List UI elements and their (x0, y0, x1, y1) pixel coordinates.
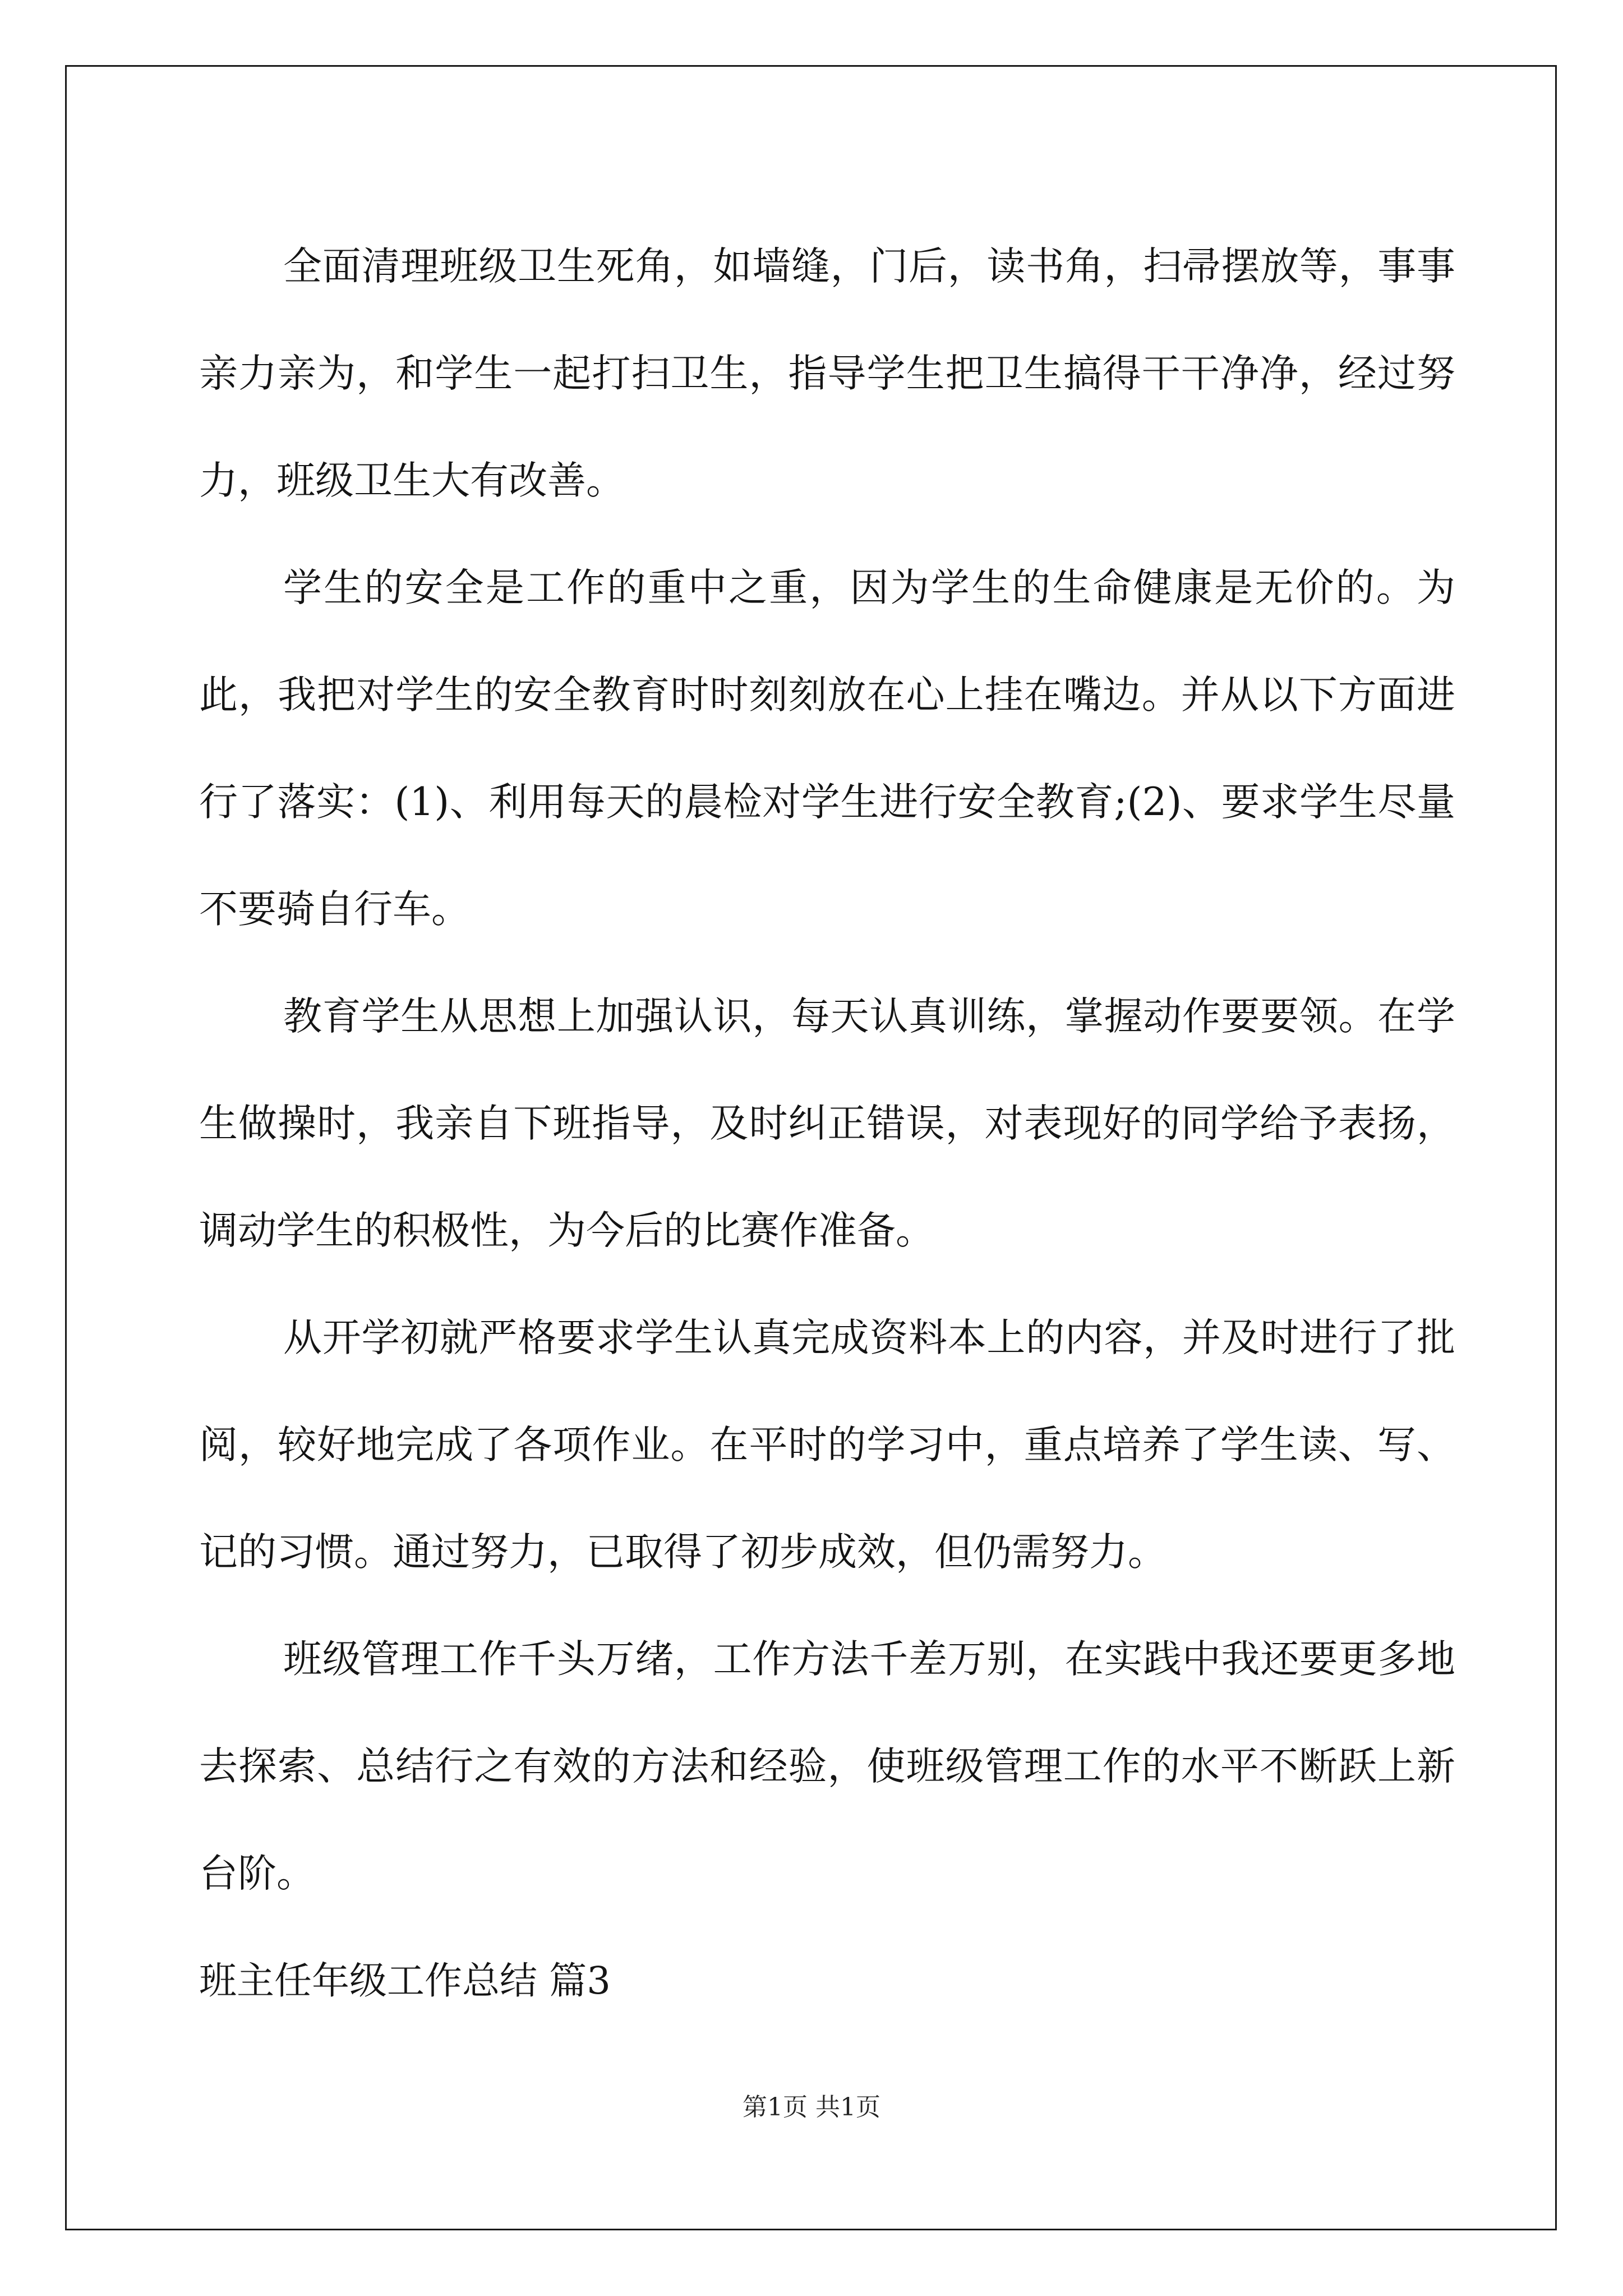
paragraph-study-habits: 从开学初就严格要求学生认真完成资料本上的内容，并及时进行了批阅，较好地完成了各项作业。在平时的学习中，重点培养了学生读、写、记的习惯。通过努力，已取得了初步成效，但仍需努力。 (199, 1315, 1455, 1575)
document-body (199, 213, 1455, 2035)
paragraph-management: 班级管理工作千头万绪，工作方法千差万别，在实践中我还要更多地去探索、总结行之有效的方法和经验，使班级管理工作的水平不断跃上新台阶。 (199, 1637, 1455, 1896)
page-number-footer: 第1页 共1页 (743, 2093, 880, 2122)
section-heading: 班主任年级工作总结 篇3 (199, 1959, 611, 2003)
paragraph-cleaning: 全面清理班级卫生死角，如墙缝，门后，读书角，扫帚摆放等，事事亲力亲为，和学生一起打扫卫生，指导学生把卫生搞得干干净净，经过努力，班级卫生大有改善。 (199, 244, 1455, 503)
paragraph-safety: 学生的安全是工作的重中之重，因为学生的生命健康是无价的。为此，我把对学生的安全教育时时刻刻放在心上挂在嘴边。并从以下方面进行了落实：(1)、利用每天的晨检对学生进行安全教育;(2)、要求学生尽量不要骑自行车。 (199, 565, 1455, 932)
paragraph-exercise: 教育学生从思想上加强认识，每天认真训练，掌握动作要要领。在学生做操时，我亲自下班指导，及时纠正错误，对表现好的同学给予表扬，调动学生的积极性，为今后的比赛作准备。 (199, 994, 1455, 1253)
